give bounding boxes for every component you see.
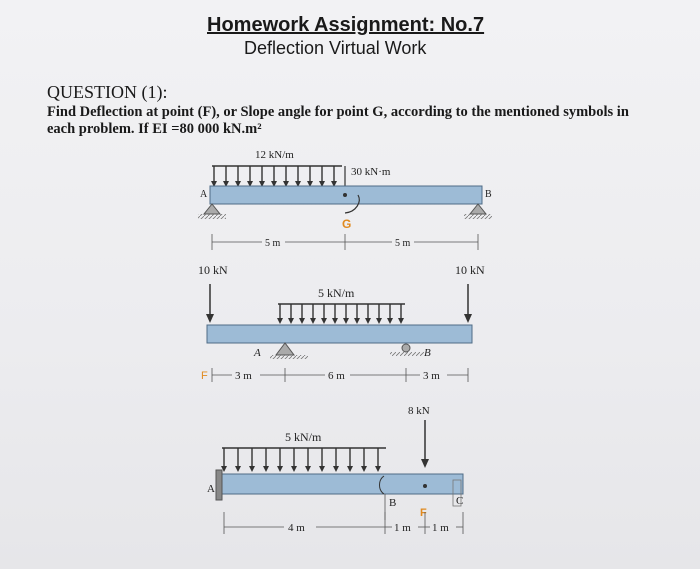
fig2-ground-b (390, 352, 424, 356)
fig3-fixed-support-a (216, 470, 222, 500)
fig3-dim-seg1: 1 m (394, 522, 411, 534)
fig2-dim-right: 3 m (423, 370, 440, 382)
fig2-ground-a (270, 355, 308, 359)
fig2-point-f-label: F (201, 370, 208, 382)
fig2-udl-label: 5 kN/m (318, 286, 355, 300)
fig3-point-f-label: F (420, 507, 427, 519)
figure-2 (198, 263, 485, 382)
fig2-udl-arrowheads (277, 318, 404, 324)
figure-1 (198, 149, 492, 250)
fig2-load-right-label: 10 kN (455, 263, 485, 277)
fig2-pin-support-a (276, 343, 294, 355)
fig3-dimension-lines (224, 512, 463, 534)
fig2-dim-left: 3 m (235, 370, 252, 382)
fig1-point-g-label: G (342, 217, 352, 231)
fig3-point-f-dot (423, 484, 427, 488)
fig3-dim-main: 4 m (288, 522, 305, 534)
question-prompt-line-2: each problem. If EI =80 000 kN.m² (47, 121, 262, 137)
fig2-load-left-label: 10 kN (198, 263, 228, 277)
fig1-udl-label: 12 kN/m (255, 149, 294, 161)
fig1-support-a-label: A (200, 189, 208, 200)
fig3-udl-arrows (222, 448, 386, 468)
fig2-load-left-head (206, 314, 214, 323)
fig2-support-b-label: B (424, 347, 431, 359)
fig2-beam (207, 325, 472, 343)
figure-3 (207, 405, 463, 534)
fig3-beam (218, 474, 463, 494)
assignment-subtitle: Deflection Virtual Work (244, 38, 427, 58)
fig3-point-b-label: B (389, 497, 397, 509)
fig2-udl-arrows (278, 304, 405, 320)
fig1-dim-left: 5 m (265, 238, 281, 249)
fig1-dim-right: 5 m (395, 238, 411, 249)
fig3-support-a-label: A (207, 483, 215, 495)
fig1-dimension-lines (212, 234, 478, 250)
fig3-point-load-head (421, 459, 429, 468)
fig3-udl-label: 5 kN/m (285, 430, 322, 444)
fig1-ground-a (198, 214, 226, 219)
fig3-point-c-label: C (456, 495, 464, 507)
fig3-udl-arrowheads (221, 466, 381, 472)
fig1-moment-point (343, 193, 347, 197)
assignment-title: Homework Assignment: No.7 (207, 14, 485, 36)
fig2-roller-support-b (402, 344, 410, 352)
question-heading: QUESTION (1): (47, 82, 168, 102)
fig1-moment-label: 30 kN·m (351, 166, 391, 178)
fig1-pin-support-a (204, 204, 220, 214)
fig2-support-a-label: A (254, 347, 261, 359)
question-prompt-line-1: Find Deflection at point (F), or Slope angle for point G, according to the mentioned symbols in (47, 104, 629, 120)
fig1-support-b-label: B (485, 189, 492, 200)
fig2-dim-mid: 6 m (328, 370, 345, 382)
fig1-ground-b (464, 214, 492, 219)
fig1-pin-support-b (470, 204, 486, 214)
fig2-load-right-head (464, 314, 472, 323)
fig3-dim-seg2: 1 m (432, 522, 449, 534)
fig3-point-load-label: 8 kN (408, 405, 430, 417)
